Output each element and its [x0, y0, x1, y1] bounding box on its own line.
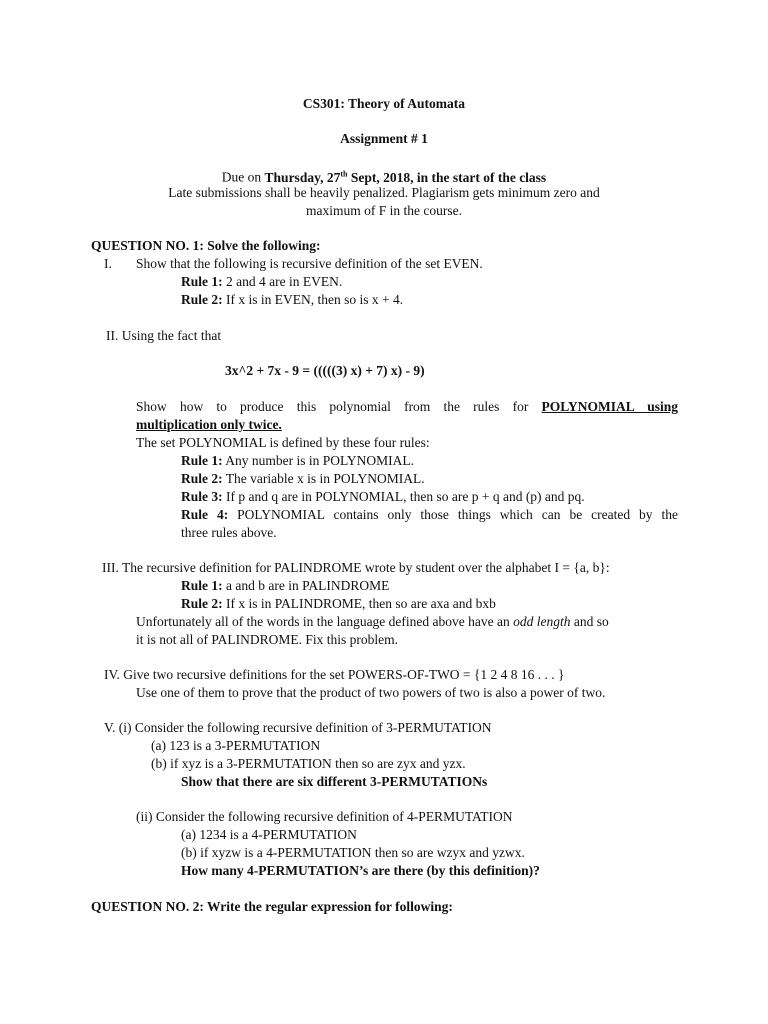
item-ii-intro: II. Using the fact that — [106, 328, 222, 343]
polynomial-rule-4: Rule 4: POLYNOMIAL contains only those things which can be created by the — [181, 507, 678, 522]
perm3-show: Show that there are six different 3-PERMUTATIONs — [181, 774, 488, 789]
late-policy-line2: maximum of F in the course. — [306, 203, 462, 218]
palindrome-unfortunately: Unfortunately all of the words in the language defined above have an odd length and so — [136, 614, 609, 629]
polynomial-rule-2: Rule 2: The variable x is in POLYNOMIAL. — [181, 471, 425, 486]
item-ii-show-line2: multiplication only twice. — [136, 417, 282, 432]
document-title: CS301: Theory of Automata — [302, 96, 466, 111]
polynomial-rule-3: Rule 3: If p and q are in POLYNOMIAL, then so are p + q and (p) and pq. — [181, 489, 585, 504]
question-2-heading: QUESTION NO. 2: Write the regular expression for following: — [91, 899, 453, 914]
palindrome-rule-2: Rule 2: If x is in PALINDROME, then so are axa and bxb — [181, 596, 496, 611]
even-rule-2: Rule 2: If x is in EVEN, then so is x + 4. — [181, 292, 404, 307]
polynomial-rule-4-cont: three rules above. — [181, 525, 277, 540]
late-policy-line1: Late submissions shall be heavily penalized. Plagiarism gets minimum zero and — [168, 185, 600, 200]
palindrome-fix: it is not all of PALINDROME. Fix this problem. — [136, 632, 399, 647]
polynomial-equation: 3x^2 + 7x - 9 = (((((3) x) + 7) x) - 9) — [225, 363, 425, 378]
polynomial-rule-1: Rule 1: Any number is in POLYNOMIAL. — [181, 453, 415, 468]
perm3-rule-b: (b) if xyz is a 3-PERMUTATION then so are zyx and yzx. — [151, 756, 466, 771]
perm4-intro: (ii) Consider the following recursive definition of 4-PERMUTATION — [136, 809, 513, 824]
polynomial-defined: The set POLYNOMIAL is defined by these four rules: — [136, 435, 430, 450]
item-ii-show-line1: Show how to produce this polynomial from the rules for POLYNOMIAL using — [136, 399, 678, 414]
item-v-intro: V. (i) Consider the following recursive definition of 3-PERMUTATION — [104, 720, 492, 735]
due-date: Due on Thursday, 27th Sept, 2018, in the start of the class — [221, 169, 547, 185]
item-iv-intro: IV. Give two recursive definitions for the set POWERS-OF-TWO = {1 2 4 8 16 . . . } — [104, 667, 565, 682]
perm3-rule-a: (a) 123 is a 3-PERMUTATION — [151, 738, 321, 753]
item-i-number: I. — [104, 256, 112, 271]
assignment-number: Assignment # 1 — [340, 131, 428, 146]
palindrome-rule-1: Rule 1: a and b are in PALINDROME — [181, 578, 390, 593]
question-1-heading: QUESTION NO. 1: Solve the following: — [91, 238, 321, 253]
perm4-rule-b: (b) if xyzw is a 4-PERMUTATION then so are wzyx and yzwx. — [181, 845, 525, 860]
perm4-rule-a: (a) 1234 is a 4-PERMUTATION — [181, 827, 357, 842]
item-iii-intro: III. The recursive definition for PALINDROME wrote by student over the alphabet I = {a, b}: — [102, 560, 610, 575]
item-iv-use: Use one of them to prove that the product of two powers of two is also a power of two. — [136, 685, 606, 700]
perm4-question: How many 4-PERMUTATION’s are there (by this definition)? — [181, 863, 540, 878]
even-rule-1: Rule 1: 2 and 4 are in EVEN. — [181, 274, 343, 289]
item-i-text: Show that the following is recursive definition of the set EVEN. — [136, 256, 483, 271]
